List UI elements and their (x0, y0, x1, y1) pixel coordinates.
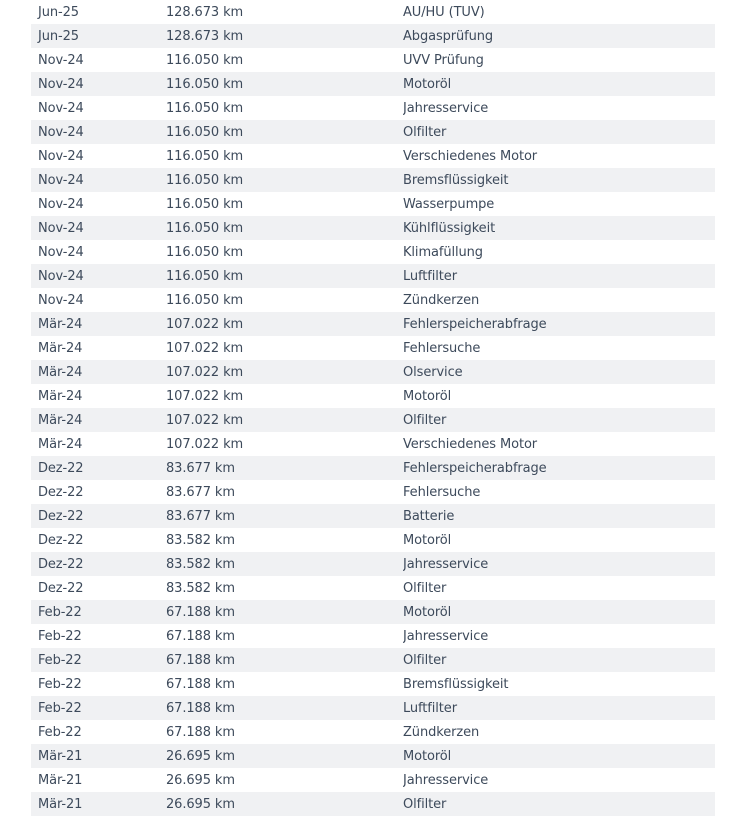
service-date: Jun-25 (38, 28, 79, 44)
table-row (31, 600, 715, 624)
mileage: 116.050 km (166, 52, 244, 68)
service-item: Fehlerspeicherabfrage (403, 460, 547, 476)
mileage: 83.582 km (166, 532, 235, 548)
mileage: 116.050 km (166, 244, 244, 260)
mileage: 107.022 km (166, 316, 244, 332)
service-item: Jahresservice (403, 628, 489, 644)
service-item: Jahresservice (403, 556, 489, 572)
service-item: Abgasprüfung (403, 28, 494, 44)
service-item: Batterie (403, 508, 455, 524)
mileage: 83.582 km (166, 580, 235, 596)
service-date: Nov-24 (38, 220, 84, 236)
service-item: Verschiedenes Motor (403, 148, 538, 164)
table-row (31, 48, 715, 72)
service-date: Dez-22 (38, 556, 84, 572)
table-row (31, 360, 715, 384)
service-date: Mär-24 (38, 436, 83, 452)
table-row (31, 24, 715, 48)
table-row (31, 264, 715, 288)
table-row (31, 240, 715, 264)
service-item: Fehlerspeicherabfrage (403, 316, 547, 332)
mileage: 116.050 km (166, 292, 244, 308)
service-item: Jahresservice (403, 100, 489, 116)
service-item: Luftfilter (403, 268, 457, 284)
table-row (31, 432, 715, 456)
service-item: Bremsflüssigkeit (403, 172, 509, 188)
service-date: Dez-22 (38, 484, 84, 500)
mileage: 116.050 km (166, 268, 244, 284)
service-item: Fehlersuche (403, 484, 481, 500)
service-item: Zündkerzen (403, 292, 480, 308)
service-item: AU/HU (TÜV) (403, 4, 485, 20)
mileage: 67.188 km (166, 724, 235, 740)
service-item: Motoröl (403, 748, 452, 764)
mileage: 67.188 km (166, 652, 235, 668)
table-row (31, 312, 715, 336)
mileage: 83.582 km (166, 556, 235, 572)
service-date: Mär-24 (38, 388, 83, 404)
service-item: Jahresservice (403, 772, 489, 788)
service-date: Mär-21 (38, 748, 83, 764)
table-row (31, 168, 715, 192)
mileage: 128.673 km (166, 4, 244, 20)
service-item: Verschiedenes Motor (403, 436, 538, 452)
mileage: 107.022 km (166, 436, 244, 452)
service-date: Nov-24 (38, 196, 84, 212)
service-date: Mär-24 (38, 412, 83, 428)
table-row (31, 144, 715, 168)
service-item: UVV Prüfung (403, 52, 484, 68)
mileage: 26.695 km (166, 772, 235, 788)
service-date: Feb-22 (38, 628, 82, 644)
table-row (31, 720, 715, 744)
table-row (31, 408, 715, 432)
table-row (31, 552, 715, 576)
service-item: Ölfilter (403, 796, 447, 812)
table-row (31, 528, 715, 552)
service-date: Feb-22 (38, 652, 82, 668)
service-date: Nov-24 (38, 100, 84, 116)
service-item: Motoröl (403, 76, 452, 92)
mileage: 116.050 km (166, 172, 244, 188)
service-item: Zündkerzen (403, 724, 480, 740)
service-item: Ölfilter (403, 412, 447, 428)
table-row (31, 384, 715, 408)
service-item: Ölfilter (403, 652, 447, 668)
mileage: 67.188 km (166, 604, 235, 620)
service-item: Fehlersuche (403, 340, 481, 356)
service-date: Mär-21 (38, 772, 83, 788)
service-date: Nov-24 (38, 172, 84, 188)
service-item: Motoröl (403, 388, 452, 404)
mileage: 26.695 km (166, 748, 235, 764)
mileage: 26.695 km (166, 796, 235, 812)
service-item: Bremsflüssigkeit (403, 676, 509, 692)
mileage: 83.677 km (166, 460, 235, 476)
mileage: 107.022 km (166, 364, 244, 380)
service-item: Motoröl (403, 604, 452, 620)
mileage: 116.050 km (166, 100, 244, 116)
service-date: Dez-22 (38, 532, 84, 548)
service-date: Mär-24 (38, 316, 83, 332)
table-row (31, 624, 715, 648)
table-row (31, 96, 715, 120)
table-row (31, 792, 715, 816)
table-row (31, 744, 715, 768)
service-date: Feb-22 (38, 676, 82, 692)
service-date: Nov-24 (38, 268, 84, 284)
table-row (31, 120, 715, 144)
mileage: 67.188 km (166, 676, 235, 692)
table-row (31, 768, 715, 792)
table-row (31, 576, 715, 600)
table-row (31, 696, 715, 720)
service-date: Dez-22 (38, 508, 84, 524)
mileage: 107.022 km (166, 340, 244, 356)
service-date: Nov-24 (38, 52, 84, 68)
mileage: 116.050 km (166, 196, 244, 212)
table-row (31, 648, 715, 672)
service-date: Mär-24 (38, 340, 83, 356)
table-row (31, 72, 715, 96)
service-item: Wasserpumpe (403, 196, 495, 212)
table-row (31, 480, 715, 504)
service-date: Dez-22 (38, 580, 84, 596)
service-date: Nov-24 (38, 244, 84, 260)
service-item: Kühlflüssigkeit (403, 220, 496, 236)
service-date: Nov-24 (38, 148, 84, 164)
service-date: Nov-24 (38, 124, 84, 140)
service-date: Feb-22 (38, 604, 82, 620)
table-row (31, 216, 715, 240)
mileage: 107.022 km (166, 412, 244, 428)
mileage: 83.677 km (166, 484, 235, 500)
mileage: 116.050 km (166, 220, 244, 236)
mileage: 83.677 km (166, 508, 235, 524)
service-date: Feb-22 (38, 700, 82, 716)
service-date: Mär-24 (38, 364, 83, 380)
table-row (31, 504, 715, 528)
table-row (31, 192, 715, 216)
table-row (31, 336, 715, 360)
service-item: Ölfilter (403, 124, 447, 140)
table-row (31, 0, 715, 24)
service-item: Ölservice (403, 364, 463, 380)
service-item: Motoröl (403, 532, 452, 548)
service-date: Dez-22 (38, 460, 84, 476)
service-item: Ölfilter (403, 580, 447, 596)
service-date: Mär-21 (38, 796, 83, 812)
service-item: Klimafüllung (403, 244, 483, 260)
service-date: Jun-25 (38, 4, 79, 20)
mileage: 128.673 km (166, 28, 244, 44)
table-row (31, 288, 715, 312)
mileage: 116.050 km (166, 76, 244, 92)
mileage: 67.188 km (166, 700, 235, 716)
table-row (31, 456, 715, 480)
mileage: 116.050 km (166, 124, 244, 140)
table-row (31, 672, 715, 696)
service-date: Feb-22 (38, 724, 82, 740)
mileage: 67.188 km (166, 628, 235, 644)
mileage: 107.022 km (166, 388, 244, 404)
service-history-table (31, 0, 715, 816)
mileage: 116.050 km (166, 148, 244, 164)
service-item: Luftfilter (403, 700, 457, 716)
service-date: Nov-24 (38, 292, 84, 308)
service-date: Nov-24 (38, 76, 84, 92)
